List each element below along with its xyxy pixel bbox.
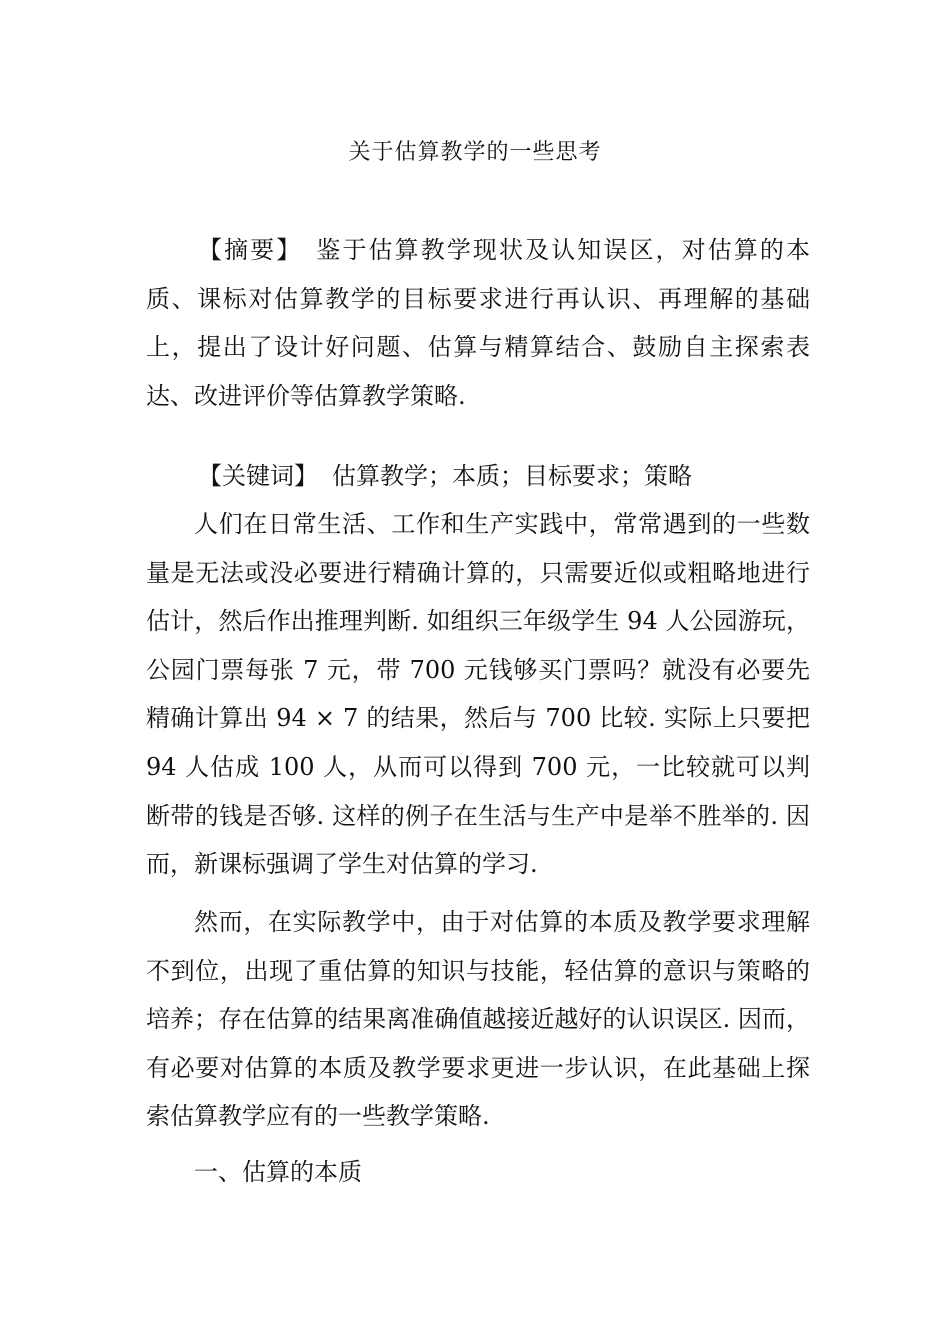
keywords-paragraph (146, 452, 810, 501)
abstract-label: 【摘要】 (198, 236, 303, 264)
section-heading: 一、估算的本质 (194, 1158, 362, 1186)
body-paragraph-1: 人们在日常生活、工作和生产实践中，常常遇到的一些数量是无法或没必要进行精确计算的，只需要近似或粗略地进行估计，然后作出推理判断. 如组织三年级学生 94 人公园游玩，公园门票每张 7 元，带 700 元钱够买门票吗？就没有必要先精确计算出 94 × 7 的结果，然后与 700 比较. 实际上只要把 94 人估成 100 人，从而可以得到 700 元，一比较就可以判断带的钱是否够. 这样的例子在生活与生产中是举不胜举的. 因而，新课标强调了学生对估算的学习. (146, 510, 810, 879)
abstract-paragraph (146, 226, 810, 420)
document-title: 关于估算教学的一些思考 (348, 140, 602, 165)
abstract-text: 鉴于估算教学现状及认知误区，对估算的本质、课标对估算教学的目标要求进行再认识、再理解的基础上，提出了设计好问题、估算与精算结合、鼓励自主探索表达、改进评价等估算教学策略. (146, 236, 811, 410)
keywords-label: 【关键词】 (198, 462, 318, 490)
keywords-text: 估算教学；本质；目标要求；策略 (332, 462, 692, 490)
body-paragraph-2: 然而，在实际教学中，由于对估算的本质及教学要求理解不到位，出现了重估算的知识与技能，轻估算的意识与策略的培养；存在估算的结果离准确值越接近越好的认识误区. 因而，有必要对估算的本质及教学要求更进一步认识，在此基础上探索估算教学应有的一些教学策略. (146, 908, 810, 1131)
